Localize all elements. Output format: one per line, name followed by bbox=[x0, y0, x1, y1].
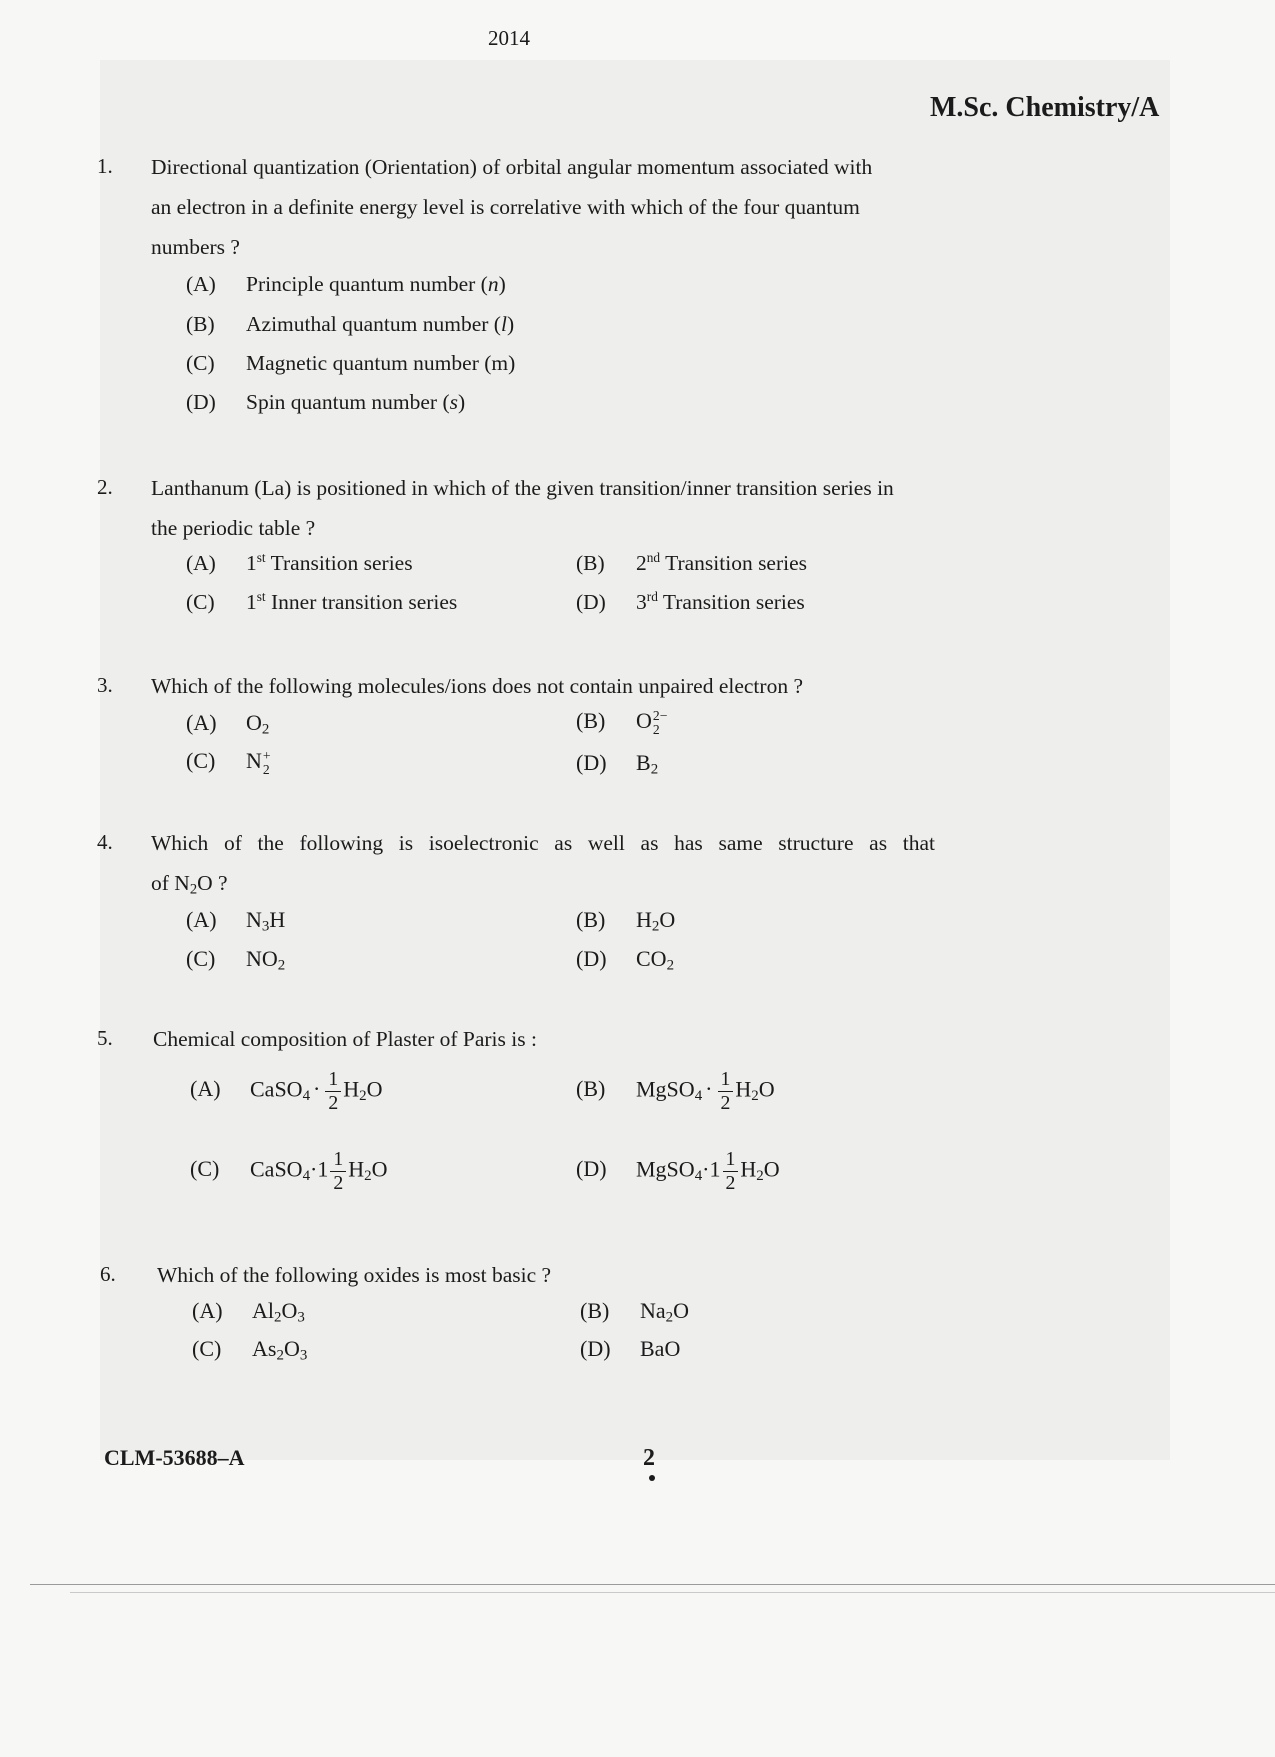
question-text: Which of the following molecules/ions does not contain unpaired electron ? bbox=[151, 674, 803, 698]
fraction: $\frac{1}{2}$ bbox=[330, 1148, 346, 1195]
option-c: (C) CaSO$_4$·1 $\frac{1}{2}$ $H_2O$ bbox=[190, 1148, 388, 1194]
option-c: (C) $As_2O_3$ bbox=[192, 1336, 308, 1364]
option-b: (B) Azimuthal quantum number (l) bbox=[186, 312, 515, 336]
page-number: 2 bbox=[643, 1445, 655, 1471]
option-d: (D) 3rd Transition series bbox=[576, 589, 805, 614]
fraction: $\frac{1}{2}$ bbox=[723, 1148, 739, 1195]
question-number: 5. bbox=[97, 1026, 113, 1050]
page-dot bbox=[649, 1475, 655, 1481]
option-d: (D) $B_2$ bbox=[576, 750, 659, 778]
fraction: $\frac{1}{2}$ bbox=[718, 1068, 734, 1115]
question-number: 4. bbox=[97, 830, 113, 854]
question-number: 6. bbox=[100, 1262, 116, 1286]
fraction: $\frac{1}{2}$ bbox=[325, 1068, 341, 1115]
question-text: Which of the following oxides is most basic ? bbox=[157, 1263, 552, 1287]
option-b: (B) O 2− 2 bbox=[576, 708, 668, 737]
option-d: (D) MgSO$_4$·1 $\frac{1}{2}$ $H_2O$ bbox=[576, 1148, 780, 1194]
question-text: Lanthanum (La) is positioned in which of the given transition/inner transition series in the periodic table ? bbox=[151, 476, 894, 540]
scan-rule bbox=[70, 1592, 1275, 1593]
option-c: (C) $NO_2$ bbox=[186, 946, 286, 974]
question-number: 2. bbox=[97, 475, 113, 499]
option-a: (A) 1st Transition series bbox=[186, 550, 413, 575]
option-c: (C) Magnetic quantum number (m) bbox=[186, 351, 516, 375]
question-number: 3. bbox=[97, 673, 113, 697]
option-a: (A) $N_3H$ bbox=[186, 907, 286, 935]
subject-title: M.Sc. Chemistry/A bbox=[930, 92, 1160, 123]
option-b: (B) 2nd Transition series bbox=[576, 550, 808, 575]
option-a: (A) CaSO$_4$ · $\frac{1}{2}$ $H_2O$ bbox=[190, 1068, 383, 1114]
option-c: (C) 1st Inner transition series bbox=[186, 589, 458, 614]
question-number: 1. bbox=[97, 154, 113, 178]
question-text: Directional quantization (Orientation) of orbital angular momentum associated with an electron in a definite energy level is correlative with which of the four quantum numbers ? bbox=[151, 155, 873, 259]
option-a: (A) $Al_2O_3$ bbox=[192, 1298, 305, 1326]
option-a: (A) $O_2$ bbox=[186, 710, 270, 738]
option-b: (B) $Na_2O$ bbox=[580, 1298, 690, 1326]
scan-rule bbox=[30, 1584, 1275, 1585]
option-a: (A) Principle quantum number (n) bbox=[186, 272, 506, 296]
question-text: Which of the following is isoelectronic as well as has same structure as that of $N_2O$ ? bbox=[151, 831, 935, 898]
option-d: (D) BaO bbox=[580, 1336, 681, 1361]
option-b: (B) MgSO$_4$ · $\frac{1}{2}$ $H_2O$ bbox=[576, 1068, 775, 1114]
option-d: (D) $CO_2$ bbox=[576, 946, 675, 974]
option-b: (B) $H_2O$ bbox=[576, 907, 676, 935]
exam-year: 2014 bbox=[488, 26, 530, 50]
paper-code: CLM-53688–A bbox=[104, 1445, 245, 1470]
option-c: (C) N + 2 bbox=[186, 748, 271, 777]
option-d: (D) Spin quantum number (s) bbox=[186, 390, 466, 414]
question-text: Chemical composition of Plaster of Paris is : bbox=[153, 1027, 537, 1051]
